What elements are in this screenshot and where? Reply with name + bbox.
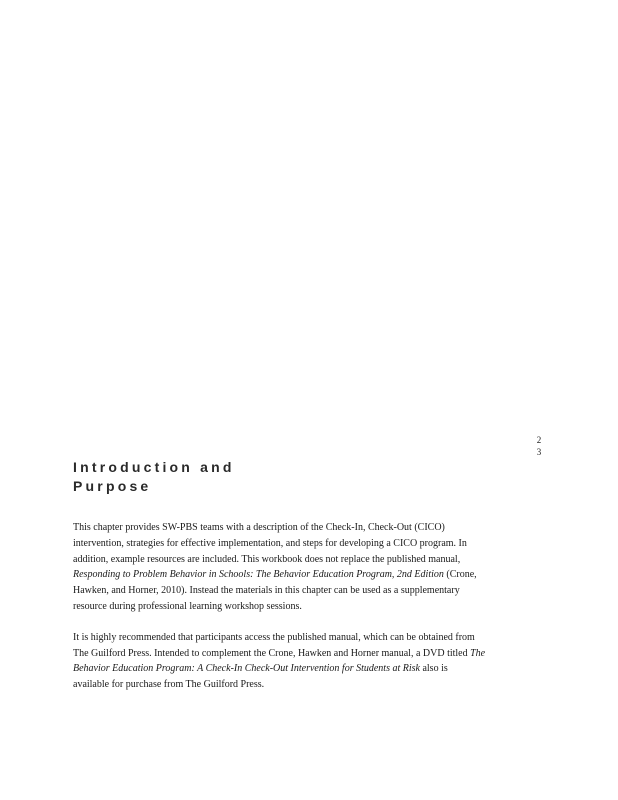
text-line: It is highly recommended that participants access the published manual, which can be obtained from — [73, 631, 475, 643]
text-line: addition, example resources are included. This workbook does not replace the published manual, — [73, 553, 461, 565]
text-line: available for purchase from The Guilford Press. — [73, 679, 265, 691]
paragraph-intro — [73, 520, 543, 615]
text-line: intervention, strategies for effective implementation, and steps for developing a CICO program. In — [73, 537, 467, 549]
dvd-title: The — [470, 647, 486, 659]
body-text — [73, 520, 543, 708]
section-heading — [73, 458, 235, 496]
page-number: 2 3 — [536, 435, 542, 457]
text-line — [73, 661, 543, 677]
dvd-title: Behavior Education Program: A Check-In Check-Out Intervention for Students at Risk — [73, 663, 420, 675]
citation-text: (Crone, — [443, 569, 477, 581]
text-line: Hawken, and Horner, 2010). Instead the materials in this chapter can be used as a supplementary — [73, 585, 460, 597]
book-title: Responding to Problem Behavior in Schools: The Behavior Education Program, 2nd Edition — [73, 569, 444, 581]
text-line — [73, 567, 543, 583]
text-line: resource during professional learning workshop sessions. — [73, 600, 302, 612]
section-heading-line-1: Introduction and — [73, 459, 235, 475]
paragraph-recommendation — [73, 630, 543, 693]
text-segment: The Guilford Press. Intended to complement the Crone, Hawken and Horner manual, a DVD titled — [73, 647, 471, 659]
text-segment: also is — [419, 663, 448, 675]
text-line — [73, 646, 543, 662]
section-heading-line-2: Purpose — [73, 478, 152, 494]
text-line: This chapter provides SW-PBS teams with a description of the Check-In, Check-Out (CICO) — [73, 522, 445, 533]
